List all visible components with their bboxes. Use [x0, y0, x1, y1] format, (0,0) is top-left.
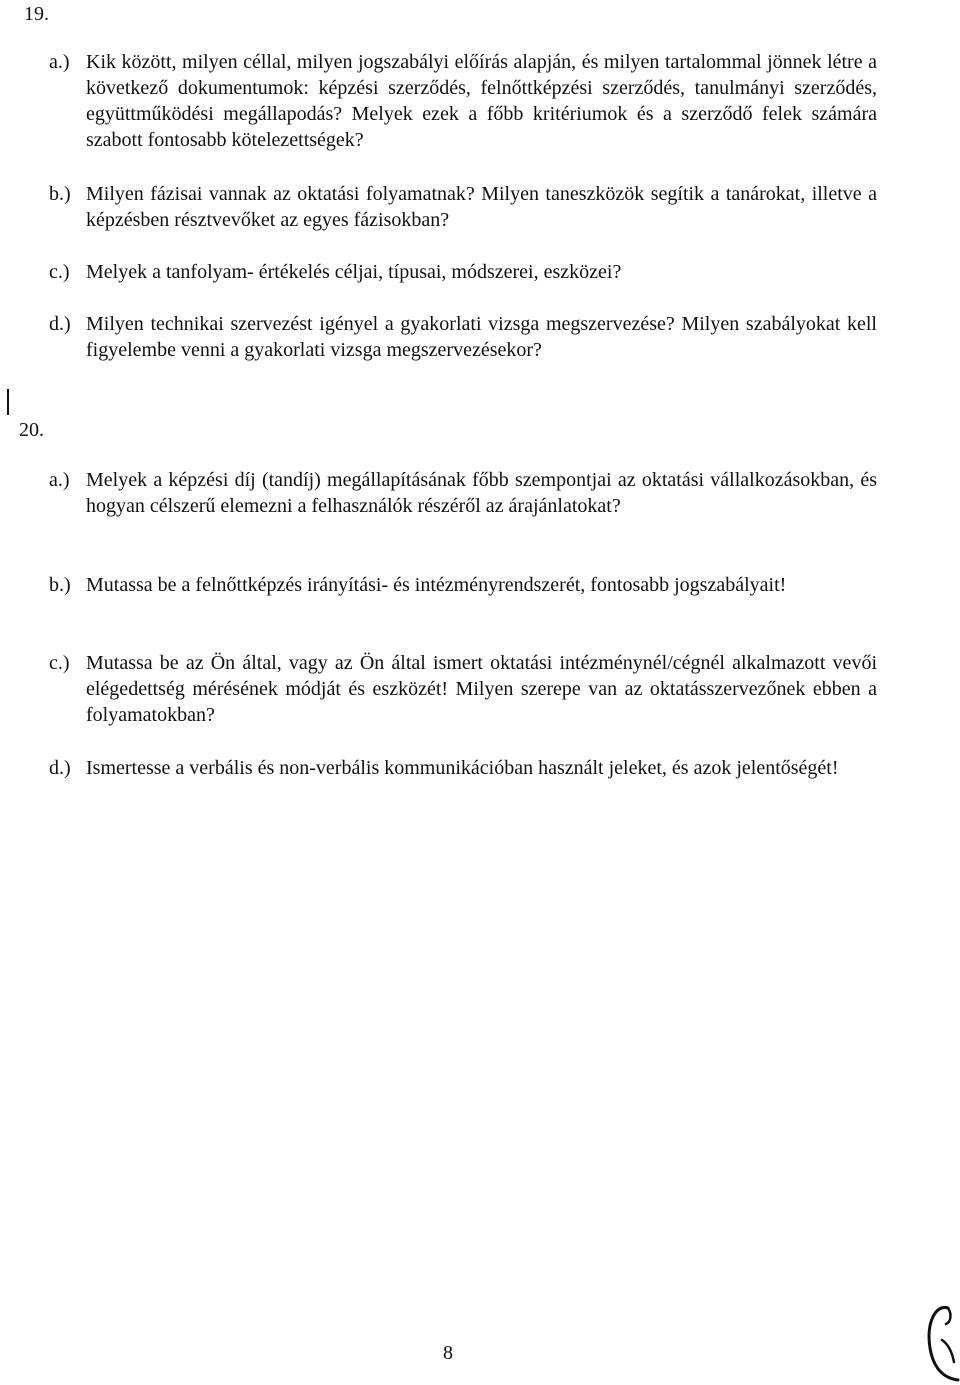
question-label-20c: c.) — [49, 652, 70, 674]
section-number-19: 19. — [24, 3, 49, 25]
question-text-19c: Melyek a tanfolyam- értékelés céljai, típusai, módszerei, eszközei? — [86, 261, 622, 283]
question-text-20c: Mutassa be az Ön által, vagy az Ön által ismert oktatási intézménynél/cégnél alkalmazott vevői elégedettség mérésének módját és eszközét! Milyen szerepe van az oktatásszervezőnek ebben a folyamatokban? — [86, 652, 877, 726]
question-text-20d: Ismertesse a verbális és non-verbális kommunikációban használt jeleket, és azok jelentőségét! — [86, 757, 839, 779]
question-text-19d: Milyen technikai szervezést igényel a gyakorlati vizsga megszervezése? Milyen szabályokat kell figyelembe venni a gyakorlati vizsga megszervezésekor? — [86, 313, 877, 361]
question-label-19b: b.) — [49, 183, 71, 205]
page-number: 8 — [443, 1342, 453, 1364]
question-text-20a: Melyek a képzési díj (tandíj) megállapításának főbb szempontjai az oktatási vállalkozásokban, és hogyan célszerű elemezni a felhasználók részéről az árajánlatokat? — [86, 469, 877, 517]
question-text-20b: Mutassa be a felnőttképzés irányítási- és intézményrendszerét, fontosabb jogszabályait! — [86, 574, 787, 596]
question-text-19b: Milyen fázisai vannak az oktatási folyamatnak? Milyen taneszközök segítik a tanárokat, illetve a képzésben résztvevőket az egyes fázisokban? — [86, 183, 877, 231]
handwritten-initials-mark — [918, 1300, 960, 1385]
question-label-19c: c.) — [49, 261, 70, 283]
question-label-19d: d.) — [49, 313, 71, 335]
question-label-20b: b.) — [49, 574, 71, 596]
question-label-19a: a.) — [49, 51, 70, 73]
revision-bar — [7, 389, 9, 415]
question-label-20a: a.) — [49, 469, 70, 491]
section-number-20: 20. — [19, 419, 44, 441]
question-label-20d: d.) — [49, 757, 71, 779]
question-text-19a: Kik között, milyen céllal, milyen jogszabályi előírás alapján, és milyen tartalommal jönnek létre a következő dokumentumok: képzési szerződés, felnőttképzési szerződés, tanulmányi szerződés, együttműködési megállapodás? Melyek ezek a főbb kritériumok és a szerződő felek számára szabott fontosabb kötelezettségek? — [86, 51, 877, 151]
